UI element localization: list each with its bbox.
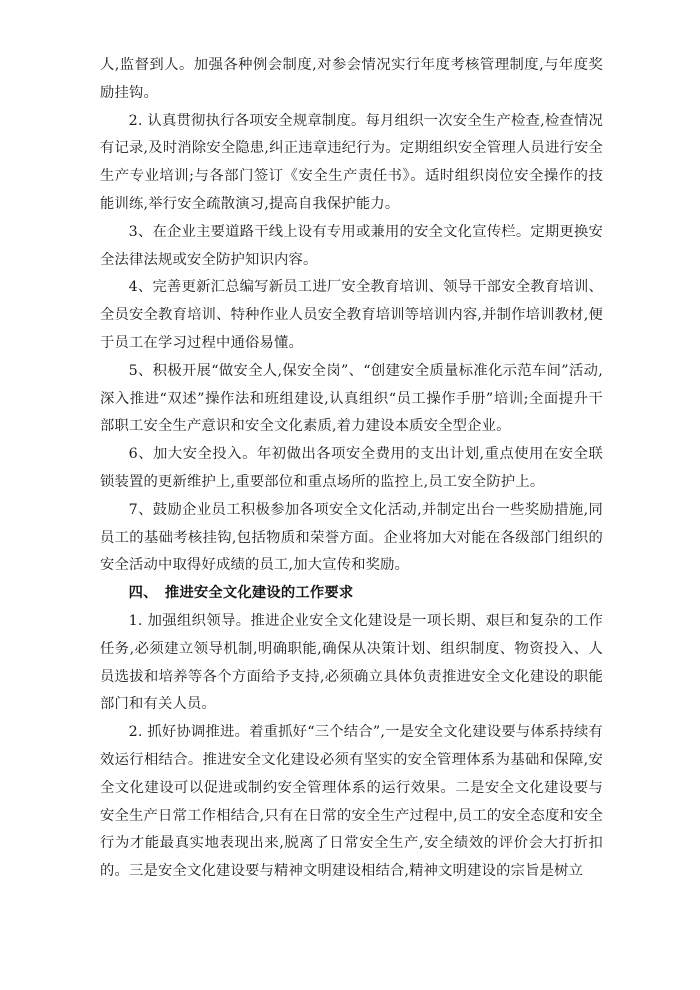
paragraph-item-3: 3、在企业主要道路干线上设有专用或兼用的安全文化宣传栏。定期更换安全法律法规或安全防护知识内容。 xyxy=(100,223,603,268)
paragraph-item-2: 2. 认真贯彻执行各项安全规章制度。每月组织一次安全生产检查,检查情况有记录,及时消除安全隐患,纠正违章违纪行为。定期组织安全管理人员进行安全生产专业培训;与各部门签订《安全生产责任书》。适时组织岗位安全操作的技能训练,举行安全疏散演习,提高自我保护能力。 xyxy=(100,112,603,212)
paragraph-item-7: 7、鼓励企业员工积极参加各项安全文化活动,并制定出台一些奖励措施,同员工的基础考核挂钩,包括物质和荣誉方面。企业将加大对能在各级部门组织的安全活动中取得好成绩的员工,加大宣传和奖励。 xyxy=(100,501,603,574)
paragraph-item-4: 4、完善更新汇总编写新员工进厂安全教育培训、领导干部安全教育培训、全员安全教育培训、特种作业人员安全教育培训等培训内容,并制作培训教材,便于员工在学习过程中通俗易懂。 xyxy=(100,279,603,351)
paragraph-requirement-1: 1. 加强组织领导。推进企业安全文化建设是一项长期、艰巨和复杂的工作任务,必须建立领导机制,明确职能,确保从决策计划、组织制度、物资投入、人员选拔和培养等各个方面给予支持,必须确立具体负责推进安全文化建设的职能部门和有关人员。 xyxy=(100,612,603,713)
paragraph-item-5: 5、积极开展“做安全人,保安全岗”、“创建安全质量标准化示范车间”活动,深入推进“双述”操作法和班组建设,认真组织“员工操作手册”培训;全面提升干部职工安全生产意识和安全文化素质,着力建设本质安全型企业。 xyxy=(100,362,603,435)
paragraph-item-6: 6、加大安全投入。年初做出各项安全费用的支出计划,重点使用在安全联锁装置的更新维护上,重要部位和重点场所的监控上,员工安全防护上。 xyxy=(100,446,603,490)
paragraph-continuation: 人,监督到人。加强各种例会制度,对参会情况实行年度考核管理制度,与年度奖励挂钩。 xyxy=(100,57,603,101)
section-heading: 四、 推进安全文化建设的工作要求 xyxy=(128,585,354,602)
document-content xyxy=(100,52,603,886)
paragraph-requirement-2: 2. 抓好协调推进。着重抓好“三个结合”,一是安全文化建设要与体系持续有效运行相结合。推进安全文化建设必须有坚实的安全管理体系为基础和保障,安全文化建设可以促进或制约安全管理体系的运行效果。二是安全文化建设要与安全生产日常工作相结合,只有在日常的安全生产过程中,员工的安全态度和安全行为才能最真实地表现出来,脱离了日常安全生产,安全绩效的评价会大打折扣的。三是安全文化建设要与精神文明建设相结合,精神文明建设的宗旨是树立 xyxy=(100,724,603,880)
